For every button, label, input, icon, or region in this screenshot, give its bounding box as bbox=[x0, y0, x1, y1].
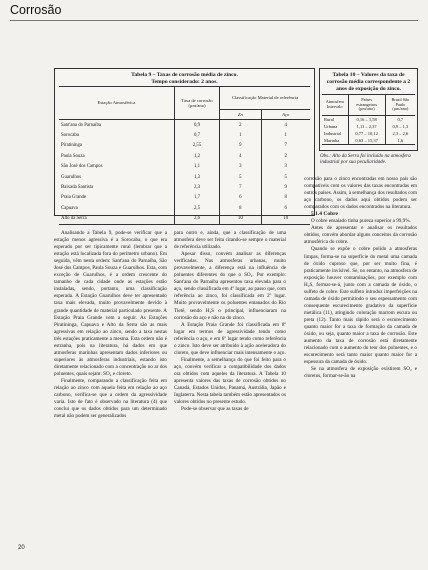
table-cell-zn: 5 bbox=[220, 172, 261, 182]
table-row bbox=[59, 203, 310, 213]
table-cell-zn: 2 bbox=[220, 120, 261, 131]
paragraph: corrosão para o zinco encontradas em nosso país são compatíveis com os valores das taxas encontradas em outros países. Assim, à semelhança dos resultados com aço carbono, os dados aqui obtidos podem ser comparados com os dados encontrados na literatura. bbox=[304, 176, 417, 211]
table-cell-brazil: 0,9 – 1,3 bbox=[385, 123, 415, 130]
table-9 bbox=[54, 68, 315, 222]
text-column-3 bbox=[304, 176, 417, 380]
table-9-caption bbox=[55, 72, 314, 86]
table-cell-station: Alto da Serra bbox=[59, 214, 174, 225]
table-10-grid bbox=[322, 94, 415, 145]
table-9-header-class: Classificação Material de referência bbox=[220, 87, 310, 110]
table-cell-foreign: 1,11 – 2,37 bbox=[348, 123, 385, 130]
table-cell-rate: 0,9 bbox=[174, 120, 219, 131]
table-cell-rate: 2,5 bbox=[174, 203, 219, 213]
table-cell-zn: 7 bbox=[220, 182, 261, 192]
table-cell-station: São José dos Campos bbox=[61, 164, 103, 170]
table-10-header-brazil: Brasil São Paulo (μm/ano) bbox=[385, 95, 415, 116]
table-cell-zn: 9 bbox=[220, 141, 261, 151]
table-row bbox=[322, 130, 415, 137]
table-row bbox=[59, 141, 310, 151]
table-9-header-zn: Zn bbox=[220, 110, 261, 120]
table-cell-rate: 2,6 bbox=[174, 214, 219, 225]
table-cell-rate: 2,3 bbox=[174, 182, 219, 192]
table-cell-rate: 1,7 bbox=[174, 193, 219, 203]
table-cell-aco: 2 bbox=[261, 151, 310, 161]
table-cell-station: Paula Souza bbox=[61, 153, 85, 159]
table-10-header-atm: Atmosfera Intervalo bbox=[322, 95, 348, 116]
table-cell-aco: 9 bbox=[261, 182, 310, 192]
table-row bbox=[59, 182, 310, 192]
table-cell-zn: 10 bbox=[220, 214, 261, 225]
paragraph: Finalmente, comparando a classificação feita em relação ao zinco com aquela feita em relação ao aço carbono, verifica-se que a ordem da agressividade varia. Isto de fato é observado na literatura (4) que conclui que os dados obtidos para um determinado metal não podem ser generalizados bbox=[54, 377, 167, 420]
table-cell-zn: 8 bbox=[220, 203, 261, 213]
paragraph: para outro e, ainda, que a classificação de uma atmosfera deve ser feita citando-se sempre o material de referência utilizado. bbox=[174, 230, 286, 251]
table-row bbox=[322, 137, 415, 145]
table-cell-rate: 1,3 bbox=[174, 172, 219, 182]
table-cell-station: Praia Grande bbox=[61, 195, 87, 201]
table-row bbox=[322, 123, 415, 130]
table-9-grid bbox=[59, 86, 310, 225]
table-cell-brazil: 1,6 bbox=[385, 137, 415, 145]
table-cell-rate: 2,55 bbox=[174, 141, 219, 151]
table-cell-foreign: 0,16 – 1,58 bbox=[348, 116, 385, 124]
table-row bbox=[59, 151, 310, 161]
page-title: Corrosão bbox=[10, 3, 62, 17]
paragraph: Analisando a Tabela 9, pode-se verificar que a estação menos agressiva é a Sorocaba, o que era esperado por ser tipicamente rural (lembrar que a estação está localizada fora do perímetro urbano). Em seguida, vêm nesta ordem: Sant'ana do Parnaíba, São José dos Campos, Paula Souza e Guarulhos. Esta, com exceção de Guarulhos, é a ordem crescente do tamanho de cada cidade onde as estações estão instaladas, sendo, portanto, uma classificação esperada. A Estação Guarulhos deve ter apresentado taxa mais elevada, muito provavelmente devido à grande quantidade de material particulado presente. A Estação Praia Grande vem a seguir. As Estações Piratininga, Capuava e Alto da Serra são as mais agressivas em relação ao zinco, sendo a taxa nestas três estações praticamente a mesma. Esta ordem não é estranha, pois na literatura, há dados em que atmosferas marinhas apresentam dados inferiores ou superiores às atmosferas industriais, estando isto diretamente relacionado com a concentração no ar dos poluentes, quais sejam: SO₂ e cloreto. bbox=[54, 230, 167, 377]
table-cell-station: Sant'ana do Parnaíba bbox=[61, 122, 102, 128]
text-column-1 bbox=[54, 230, 167, 420]
table-cell-zn: 3 bbox=[220, 162, 261, 172]
table-10-caption: Tabela 10 – Valores da taxa de corrosão média correspondente a 2 anos de exposição do zinco. bbox=[326, 72, 411, 92]
text-column-2 bbox=[174, 230, 286, 413]
table-cell-brazil: 2,3 – 2,6 bbox=[385, 130, 415, 137]
table-cell-station: Piratininga bbox=[61, 143, 83, 149]
table-row bbox=[59, 162, 310, 172]
table-cell-rate: 0,7 bbox=[174, 130, 219, 140]
table-row bbox=[59, 172, 310, 182]
table-9-header-rate: Taxa de corrosão (μm/ano) bbox=[174, 87, 219, 120]
table-cell-station: Capuava bbox=[61, 205, 78, 211]
table-cell-aco: 7 bbox=[261, 141, 310, 151]
table-cell-atm: Rural bbox=[324, 117, 334, 122]
paragraph: A Estação Praia Grande foi classificada em 8º lugar em termos de agressividade tendo como referência o aço, e em 6º lugar tendo como referência o zinco. Isto deve ser atribuído à ação aceleradora do cloreto, que deve influenciar mais intensamente o aço. bbox=[174, 321, 286, 356]
table-cell-zn: 4 bbox=[220, 151, 261, 161]
table-cell-aco: 5 bbox=[261, 172, 310, 182]
table-9-header-station: Estação Atmosférica bbox=[59, 87, 174, 120]
paragraph: Finalmente, a semelhança do que foi feito para o aço, convém verificar a compatibilidade dos dados ora obtidos com aqueles da literatura. A Tabela 10 apresenta valores das taxas de corrosão obtidos no Canadá, Estados Unidos, Panamá, Austrália, Japão e Inglaterra. Nesta tabela também estão apresentados os valores obtidos no presente estudo. bbox=[174, 356, 286, 406]
table-cell-atm: Urbana bbox=[324, 124, 338, 129]
table-row bbox=[322, 116, 415, 124]
table-cell-zn: 6 bbox=[220, 193, 261, 203]
table-cell-foreign: 0,63 – 15,37 bbox=[348, 137, 385, 145]
table-cell-atm: Marinha bbox=[322, 137, 348, 145]
table-10-header-foreign: Países estrangeiros (μm/ano) bbox=[348, 95, 385, 116]
table-cell-aco: 1 bbox=[261, 130, 310, 140]
paragraph: O cobre ensaiado tinha pureza superior a 99,9%. bbox=[311, 218, 411, 225]
table-cell-atm: Industrial bbox=[324, 131, 342, 136]
table-cell-brazil: 0,7 bbox=[385, 116, 415, 124]
table-cell-station: Sorocaba bbox=[61, 133, 79, 139]
table-row bbox=[59, 193, 310, 203]
table-row bbox=[59, 130, 310, 140]
table-cell-rate: 1,1 bbox=[174, 162, 219, 172]
table-cell-foreign: 0,77 – 10,12 bbox=[348, 130, 385, 137]
table-cell-aco: 8 bbox=[261, 193, 310, 203]
paragraph: Antes de apresentar e analisar os resultados obtidos, convém abordar alguns conceitos da corrosão atmosférica do cobre. bbox=[304, 225, 417, 246]
table-cell-aco: 4 bbox=[261, 120, 310, 131]
table-cell-station: Baixada Santista bbox=[61, 185, 94, 191]
page-number: 20 bbox=[18, 545, 25, 551]
paragraph: Se na atmosfera de exposição existirem SO₂ e cloretos, formar-se-ão na bbox=[304, 366, 417, 380]
paragraph: Quando se expõe o cobre polido a atmosferas limpas, forma-se na superfície do metal uma camada de óxido cuproso que, por ser muito fina, é praticamente invisível. Se, no entanto, na atmosfera de exposição houver contaminações, por exemplo com H₂S, formar-se-á, junto com a camada de óxido, o sulfeto de cobre. Este sulfeto introduz imperfeições na camada de óxido permitindo o seu espessamento com consequente escurecimento gradativo da superfície metálica (11), atingindo coloração marrom escura ou preta (12). Tanto mais rápido será o escurecimento quanto maior for a taxa de formação da camada de óxido, ou seja, quanto maior a taxa de corrosão. Este aumento da taxa de corrosão está diretamente relacionado com o aumento do teor dos poluentes, e o escurecimento será tanto maior quanto maior for a espessura da camada de óxido. bbox=[304, 246, 417, 366]
table-10-note: Obs.: Alto da Serra foi incluído na atmosfera industrial por sua peculiaridade. bbox=[320, 154, 411, 165]
table-9-caption-line2: Tempo considerado: 2 anos. bbox=[151, 78, 218, 85]
section-heading: 5.1.4 Cobre bbox=[311, 211, 338, 218]
table-10 bbox=[319, 68, 418, 151]
table-cell-aco: 6 bbox=[261, 203, 310, 213]
table-9-header-aco: Aço bbox=[261, 110, 310, 120]
table-cell-rate: 1,2 bbox=[174, 151, 219, 161]
table-cell-station: Guarulhos bbox=[61, 174, 81, 180]
title-rule bbox=[10, 20, 418, 21]
table-cell-zn: 1 bbox=[220, 130, 261, 140]
paragraph: Apesar disso, convém analisar as diferenças verificadas. Nas atmosferas urbanas, muito provavelmente, a diferença está na influência de poluentes diferentes do que o SO₂. Por exemplo: Sant'ana do Parnaíba apresentou taxa elevada para o aço, sendo classificada em 4º lugar, ao passo que, com referência ao zinco, foi classificada em 2º lugar. Muito provavelmente os poluentes emanados do Rio Tietê, sendo H₂S o principal, influenciaram na corrosão do aço e não na do zinco. bbox=[174, 251, 286, 321]
table-cell-aco: 3 bbox=[261, 162, 310, 172]
table-9-caption-line1: Tabela 9 – Taxas de corrosão média de zinco. bbox=[131, 72, 238, 78]
paragraph: Pode-se observar que as taxas de bbox=[181, 406, 249, 413]
table-row bbox=[59, 214, 310, 225]
table-row bbox=[59, 120, 310, 131]
table-cell-aco: 10 bbox=[261, 214, 310, 225]
